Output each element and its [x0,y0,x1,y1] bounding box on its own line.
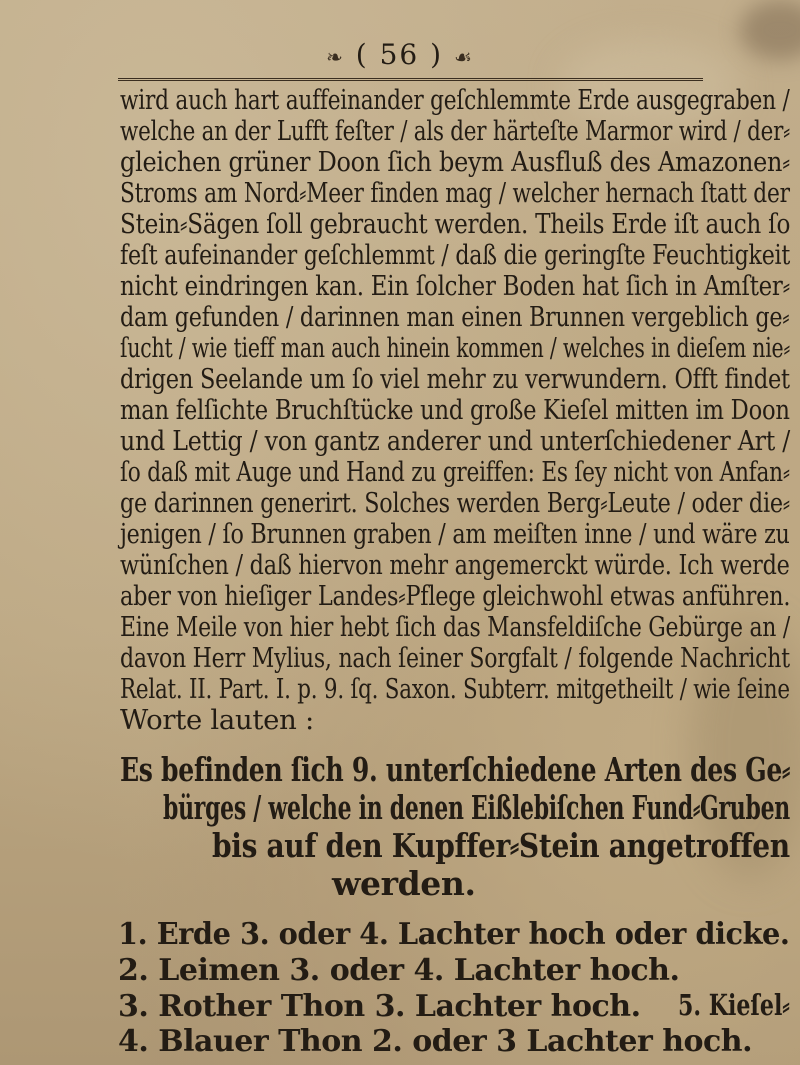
body-line: Stroms am Nord⸗Meer finden mag / welcher hernach ſtatt der [120,177,790,209]
section-heading-line: bis auf den Kupffer⸗Stein angetroffen [212,826,790,865]
ornament-right-icon: ☙ [453,45,474,69]
page-number: ( 56 ) [355,38,444,71]
body-line: jenigen / ſo Brunnen graben / am meiſten inne / und wäre zu [120,518,790,550]
body-line: davon Herr Mylius, nach ſeiner Sorgfalt / folgende Nachricht [120,642,790,674]
header-rule [118,78,703,81]
body-line: Relat. II. Part. I. p. 9. ſq. Saxon. Subterr. mitgetheilt / wie ſeine [120,673,790,705]
body-line: feſt aufeinander geſchlemmt / daß die geringſte Feuchtigkeit [120,239,791,271]
section-heading-line: werden. [332,864,476,903]
body-line: man felſichte Bruchſtücke und große Kieſel mitten im Doon [120,394,790,426]
body-line: Stein⸗Sägen ſoll gebraucht werden. Theils Erde iſt auch ſo [120,208,791,240]
section-heading-line: Es befinden ſich 9. unterſchiedene Arten des Ge⸗ [120,750,791,789]
list-item: 3. Rother Thon 3. Lachter hoch. [118,989,641,1024]
body-line: und Lettig / von gantz anderer und unterſchiedener Art / [120,425,791,457]
body-line: nicht eindringen kan. Ein ſolcher Boden hat ſich in Amſter⸗ [120,270,790,302]
ornament-left-icon: ❧ [326,45,345,69]
body-line: wird auch hart auffeinander geſchlemmte Erde ausgegraben / [120,84,790,116]
body-line: wünſchen / daß hiervon mehr angemerckt würde. Ich werde [120,549,790,581]
body-line: ſucht / wie tieff man auch hinein kommen / welches in dieſem nie⸗ [120,332,791,364]
body-line: aber von hieſiger Landes⸗Pflege gleichwohl etwas anführen. [120,580,791,612]
body-line: drigen Seelande um ſo viel mehr zu verwundern. Offt findet [120,363,790,395]
list-item: 4. Blauer Thon 2. oder 3 Lachter hoch. [118,1024,753,1059]
body-line: ſo daß mit Auge und Hand zu greiffen: Es ſey nicht von Anfan⸗ [120,456,790,488]
list-item: 2. Leimen 3. oder 4. Lachter hoch. [118,953,680,988]
catchword: 5. Kieſel⸗ [678,988,790,1022]
page-header [0,38,800,71]
body-line: gleichen grüner Doon ſich beym Ausfluß des Amazonen⸗ [120,146,790,178]
body-line: dam gefunden / darinnen man einen Brunnen vergeblich ge⸗ [120,301,790,333]
body-line: welche an der Lufft feſter / als der härteſte Marmor wird / der⸗ [120,115,791,147]
body-line: Eine Meile von hier hebt ſich das Mansfeldiſche Gebürge an / [120,611,791,643]
list-item: 1. Erde 3. oder 4. Lachter hoch oder dicke. [118,917,790,952]
section-heading-line: bürges / welche in denen Eißlebiſchen Fund⸗Gruben [163,788,790,827]
body-line: Worte lauten : [120,704,314,736]
body-line: ge darinnen generirt. Solches werden Berg⸗Leute / oder die⸗ [120,487,790,519]
